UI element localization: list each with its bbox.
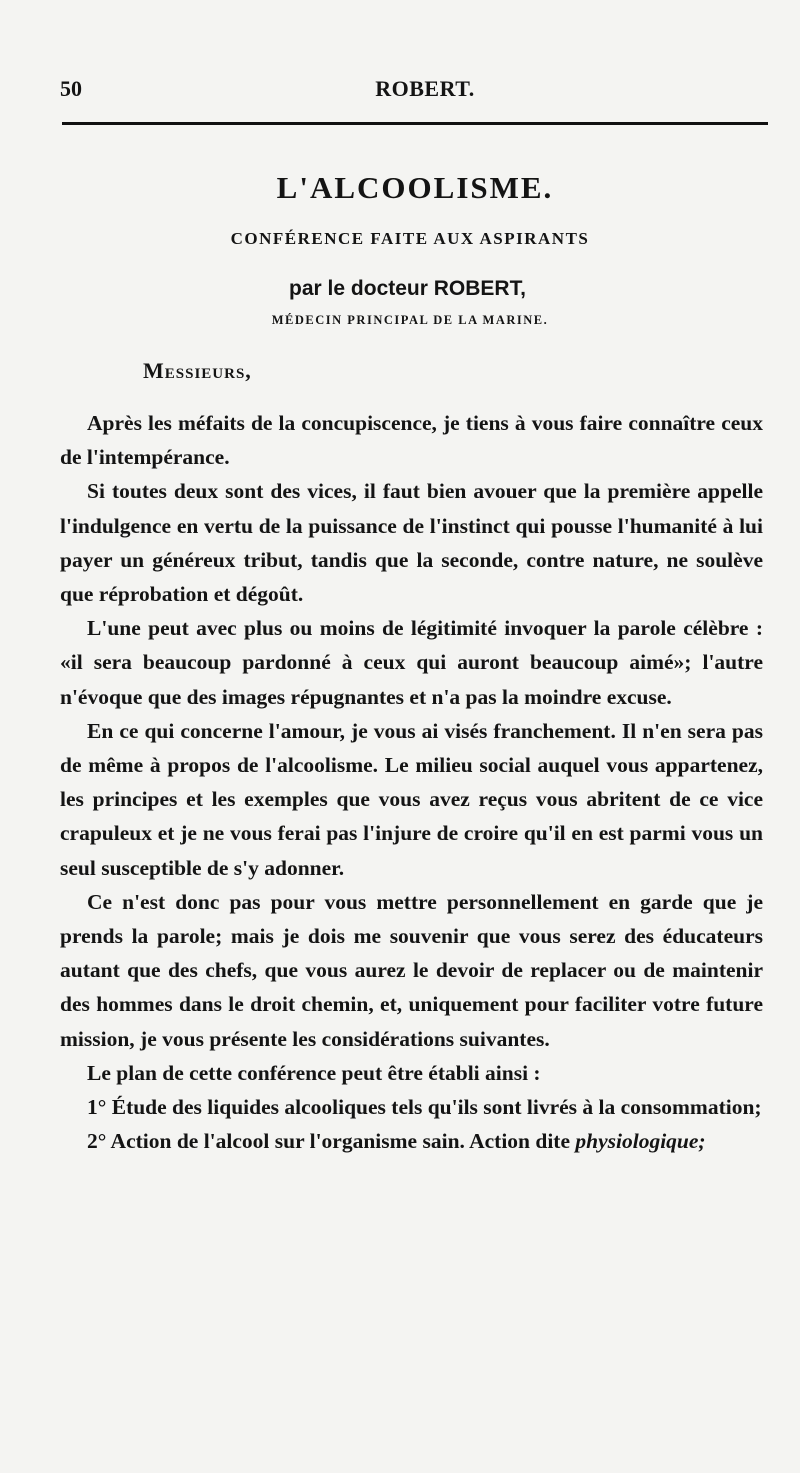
paragraph-text: 2° Action de l'alcool sur l'organisme sain. Action dite [87, 1129, 576, 1154]
paragraph: Ce n'est donc pas pour vous mettre personnellement en garde que je prends la parole; mais je dois me souvenir que vous serez des éducateurs autant que des chefs, que vous aurez le devoir de replacer ou de maintenir des hommes dans le droit chemin, et, uniquement pour faciliter votre future mission, je vous présente les considérations suivantes. [60, 889, 763, 1051]
page-number: 50 [60, 76, 82, 101]
article-subtitle: CONFÉRENCE FAITE AUX ASPIRANTS [230, 229, 590, 248]
paragraph: Après les méfaits de la concupiscence, je tiens à vous faire connaître ceux de l'intempérance. [60, 411, 763, 470]
salutation: Messieurs, [143, 358, 252, 383]
author-role: MÉDECIN PRINCIPAL DE LA MARINE. [271, 313, 549, 327]
paragraph: 1° Étude des liquides alcooliques tels qu'ils sont livrés à la consommation; [87, 1095, 762, 1120]
article-title: L'ALCOOLISME. [276, 170, 554, 205]
header-rule [62, 122, 768, 125]
body-text [60, 406, 763, 1158]
running-title: ROBERT. [375, 76, 475, 101]
paragraph: L'une peut avec plus ou moins de légitimité invoquer la parole célèbre : «il sera beaucoup pardonné à ceux qui auront beaucoup aimé»; l'autre n'évoque que des images répugnantes et n'a pas la moindre excuse. [60, 616, 763, 709]
paragraph: Le plan de cette conférence peut être établi ainsi : [87, 1060, 541, 1085]
paragraph: Si toutes deux sont des vices, il faut bien avouer que la première appelle l'indulgence en vertu de la puissance de l'instinct qui pousse l'humanité à lui payer un généreux tribut, tandis que la seconde, contre nature, ne soulève que réprobation et dégoût. [60, 479, 763, 607]
running-head [60, 70, 760, 104]
paragraph-italic: physiologique; [575, 1129, 706, 1154]
paragraph: En ce qui concerne l'amour, je vous ai visés franchement. Il n'en sera pas de même à propos de l'alcoolisme. Le milieu social auquel vous appartenez, les principes et les exemples que vous avez reçus vous abritent de ce vice crapuleux et je ne vous ferai pas l'injure de croire qu'il en est parmi vous un seul susceptible de s'y adonner. [60, 718, 763, 880]
article-byline: par le docteur ROBERT, [289, 277, 526, 300]
paragraph-last [60, 1124, 763, 1158]
